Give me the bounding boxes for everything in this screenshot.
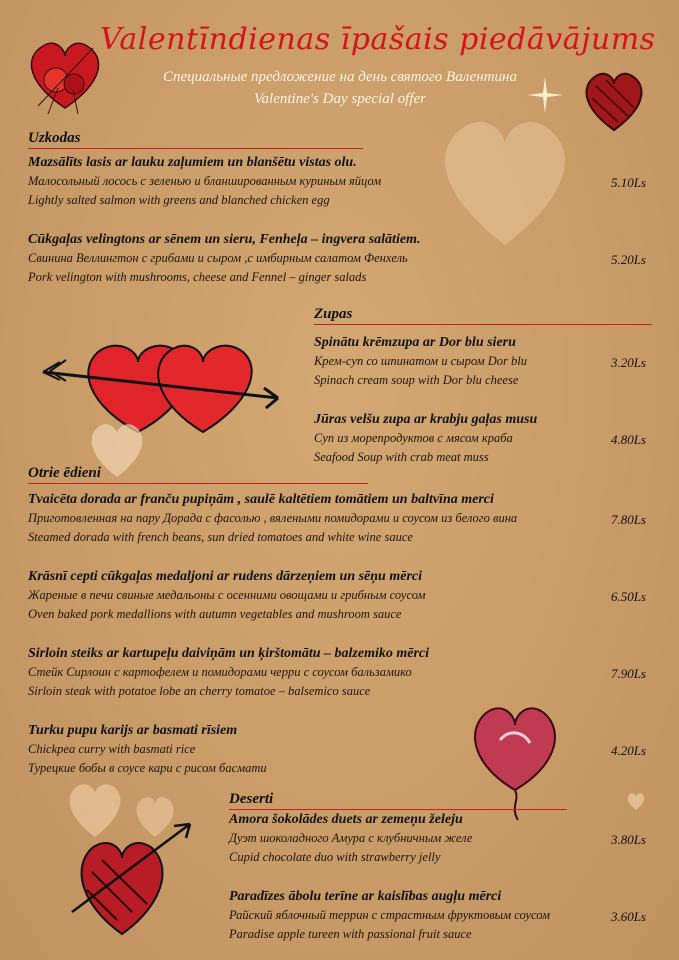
dish-item xyxy=(229,887,646,944)
dish-name: Spinātu krēmzupa ar Dor blu sieru xyxy=(314,335,516,350)
dish-price: 3.80Ls xyxy=(610,832,646,847)
two-hearts-arrow-icon xyxy=(38,320,288,440)
dish-description-ru: Крем-суп со шпинатом и сыром Dor blu xyxy=(314,354,527,368)
dish-price: 4.80Ls xyxy=(610,432,646,447)
dish-description-en: Oven baked pork medallions with autumn vegetables and mushroom sauce xyxy=(28,607,402,621)
dish-item xyxy=(28,153,646,210)
dish-item xyxy=(314,333,646,390)
dish-price: 5.20Ls xyxy=(610,252,646,267)
dish-description-en: Seafood Soup with crab meat muss xyxy=(314,450,489,464)
dish-price: 3.20Ls xyxy=(610,355,646,370)
dish-name: Tvaicēta dorada ar franču pupiņām , saulē kaltētiem tomātiem un baltvīna merci xyxy=(28,492,494,507)
dish-description-ru: Chickpea curry with basmati rice xyxy=(28,742,196,756)
dish-description-ru: Свинина Веллингтон с грибами и сыром ,с имбирным салатом Фенхель xyxy=(28,251,408,265)
heart-with-arrow-icon xyxy=(62,812,202,942)
dish-description-en: Steamed dorada with french beans, sun dried tomatoes and white wine sauce xyxy=(28,530,413,544)
dish-price: 7.90Ls xyxy=(610,666,646,681)
rose-hearts-decoration-icon xyxy=(18,28,113,118)
dish-name: Cūkgaļas velingtons ar sēnem un sieru, Fenheļa – ingvera salātiem. xyxy=(28,232,421,247)
dish-description-en: Spinach cream soup with Dor blu cheese xyxy=(314,373,519,387)
dish-item xyxy=(28,644,646,701)
section-title-deserti: Deserti xyxy=(229,791,567,810)
dish-description-ru: Райский яблочный террин с страстным фруктовым соусом xyxy=(229,908,550,922)
dish-item xyxy=(28,721,646,778)
dish-description-ru: Жареные в печи свиные медальоны с осенними овощами и грибным соусом xyxy=(28,588,426,602)
subtitle-english: Valentine's Day special offer xyxy=(254,91,426,107)
dish-item xyxy=(314,410,646,467)
dish-price: 4.20Ls xyxy=(610,743,646,758)
dish-item xyxy=(28,490,646,547)
dish-description-en: Lightly salted salmon with greens and blanched chicken egg xyxy=(28,193,330,207)
dish-description-en: Paradise apple tureen with passional fruit sauce xyxy=(229,927,472,941)
dish-description-ru: Дуэт шоколадного Амура с клубничным желе xyxy=(229,831,473,845)
dish-description-ru: Приготовленная на пару Дорада с фасолью , вялеными помидорами и соусом из белого вина xyxy=(28,511,518,525)
dish-name: Turku pupu karijs ar basmati rīsiem xyxy=(28,723,238,738)
dish-description-ru: Суп из морепродуктов с мясом краба xyxy=(314,431,513,445)
dish-item xyxy=(28,230,646,287)
dish-description-en: Sirloin steak with potatoe lobe an cherry tomatoe – balsemico sauce xyxy=(28,684,371,698)
subtitle-russian: Специальные предложение на день святого Валентина xyxy=(163,69,517,85)
section-title-uzkodas: Uzkodas xyxy=(28,130,363,149)
sketch-heart-top-right-icon xyxy=(578,66,650,136)
section-title-otrie-edieni: Otrie ēdieni xyxy=(28,465,368,484)
dish-name: Mazsālīts lasis ar lauku zaļumiem un blanšētu vistas olu. xyxy=(28,155,357,170)
dish-description-en: Pork velington with mushrooms, cheese and Fennel – ginger salads xyxy=(28,270,367,284)
dish-item xyxy=(229,810,646,867)
dish-price: 6.50Ls xyxy=(610,589,646,604)
dish-item xyxy=(28,567,646,624)
dish-name: Krāsnī cepti cūkgaļas medaljoni ar rudens dārzeņiem un sēņu mērci xyxy=(28,569,422,584)
dish-name: Amora šokolādes duets ar zemeņu želeju xyxy=(229,812,463,827)
dish-price: 7.80Ls xyxy=(610,512,646,527)
dish-name: Sirloin steiks ar kartupeļu daiviņām un ķirštomātu – balzemiko mērci xyxy=(28,646,430,661)
dish-description-en: Турецкие бобы в соусе кари с рисом басмати xyxy=(28,761,267,775)
dish-description-en: Cupid chocolate duo with strawberry jelly xyxy=(229,850,441,864)
dish-price: 5.10Ls xyxy=(610,175,646,190)
dish-name: Paradīzes ābolu terīne ar kaislības augļu mērci xyxy=(229,889,502,904)
dish-price: 3.60Ls xyxy=(610,909,646,924)
dish-description-ru: Стейк Сирлоин с картофелем и помидорами черри с соусом бальзамико xyxy=(28,665,412,679)
section-title-zupas: Zupas xyxy=(314,306,652,325)
dish-name: Jūras velšu zupa ar krabju gaļas musu xyxy=(314,412,538,427)
dish-description-ru: Малосольный лосось с зеленью и бланшированным куриным яйцом xyxy=(28,174,382,188)
small-heart-icon xyxy=(624,790,648,812)
page-title: Valentīndienas īpašais piedāvājums xyxy=(100,22,656,57)
